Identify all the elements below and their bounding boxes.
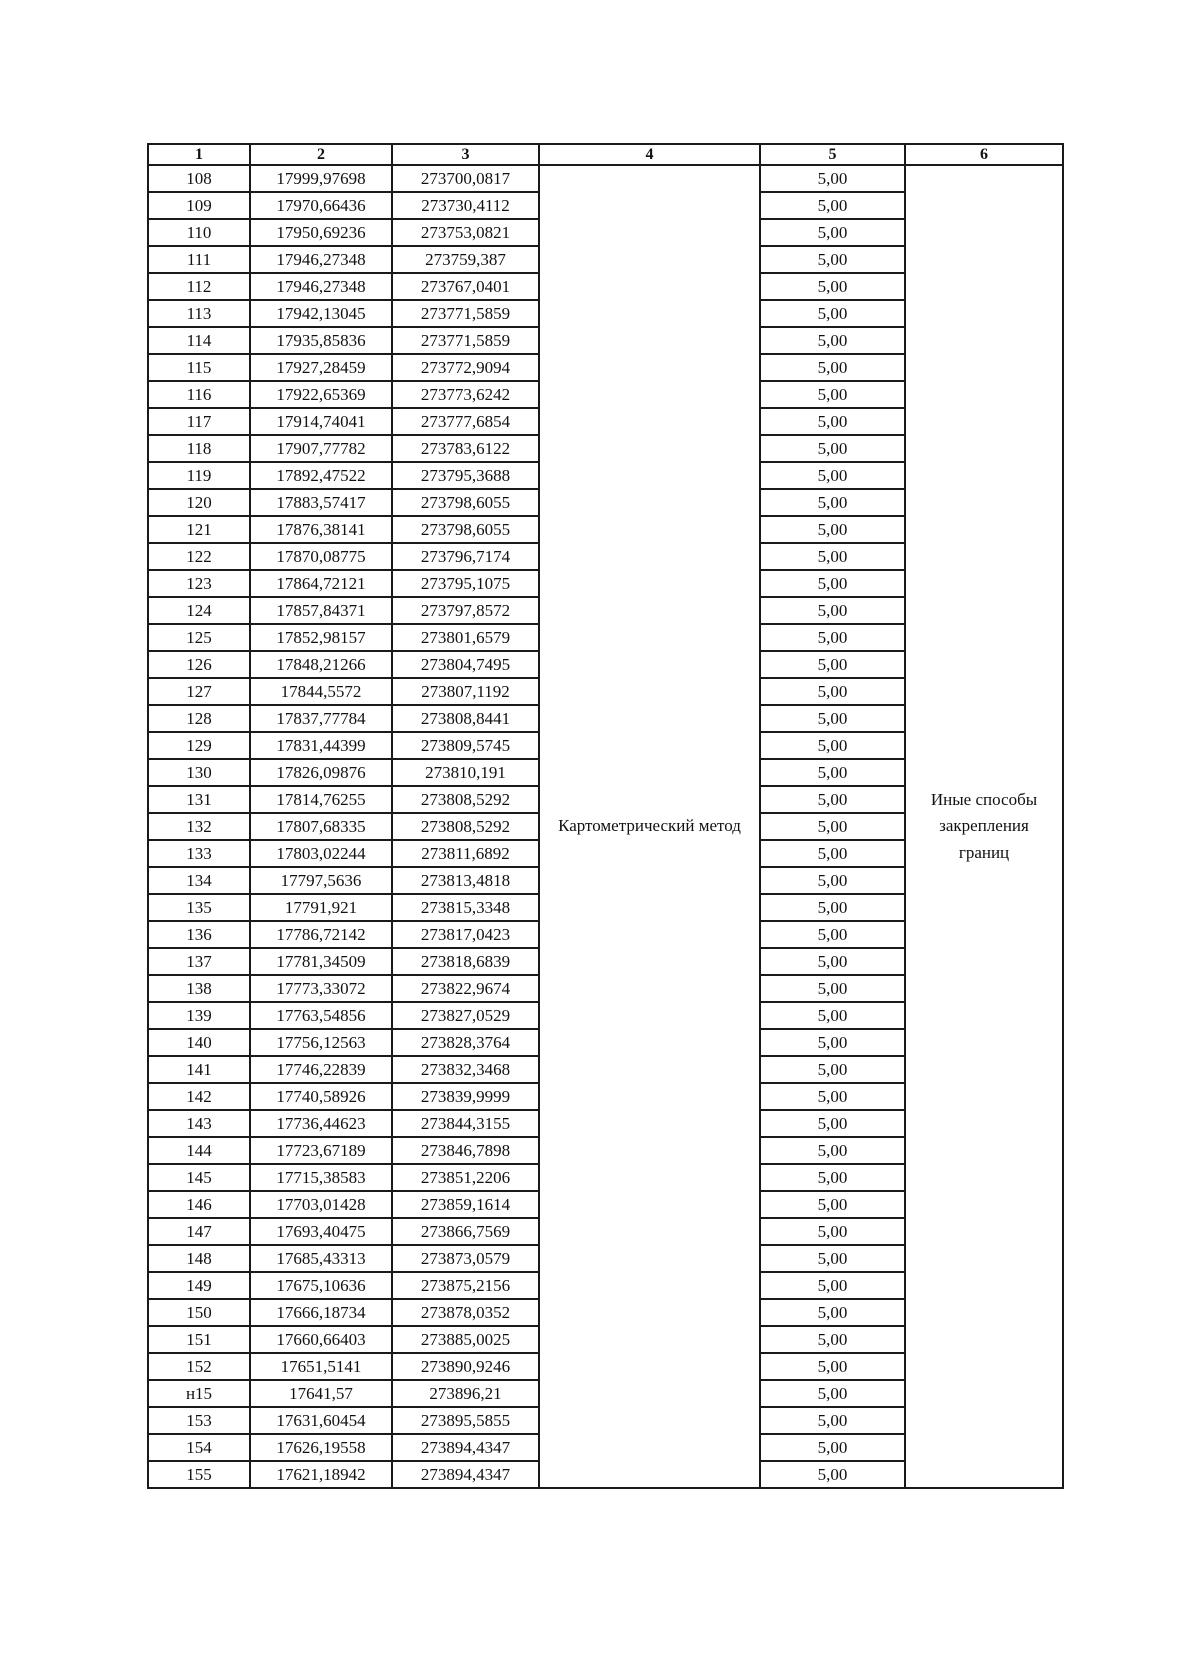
accuracy-cell: 5,00 [760, 894, 905, 921]
x-coordinate-cell: 17942,13045 [250, 300, 392, 327]
y-coordinate-cell: 273773,6242 [392, 381, 539, 408]
y-coordinate-cell: 273808,5292 [392, 813, 539, 840]
coordinates-table-sheet [147, 143, 1062, 1489]
point-number-cell: 152 [148, 1353, 250, 1380]
y-coordinate-cell: 273777,6854 [392, 408, 539, 435]
accuracy-cell: 5,00 [760, 1056, 905, 1083]
point-number-cell: 146 [148, 1191, 250, 1218]
header-row [148, 144, 1063, 165]
y-coordinate-cell: 273795,1075 [392, 570, 539, 597]
accuracy-cell: 5,00 [760, 354, 905, 381]
fixing-method-line: закрепления [939, 816, 1029, 836]
y-coordinate-cell: 273839,9999 [392, 1083, 539, 1110]
point-number-cell: 127 [148, 678, 250, 705]
accuracy-cell: 5,00 [760, 435, 905, 462]
x-coordinate-cell: 17876,38141 [250, 516, 392, 543]
x-coordinate-cell: 17756,12563 [250, 1029, 392, 1056]
y-coordinate-cell: 273798,6055 [392, 516, 539, 543]
y-coordinate-cell: 273811,6892 [392, 840, 539, 867]
method-cell: Картометрический метод [539, 165, 760, 1488]
accuracy-cell: 5,00 [760, 975, 905, 1002]
point-number-cell: 125 [148, 624, 250, 651]
y-coordinate-cell: 273851,2206 [392, 1164, 539, 1191]
y-coordinate-cell: 273896,21 [392, 1380, 539, 1407]
x-coordinate-cell: 17844,5572 [250, 678, 392, 705]
point-number-cell: 141 [148, 1056, 250, 1083]
x-coordinate-cell: 17864,72121 [250, 570, 392, 597]
x-coordinate-cell: 17814,76255 [250, 786, 392, 813]
y-coordinate-cell: 273795,3688 [392, 462, 539, 489]
accuracy-cell: 5,00 [760, 192, 905, 219]
accuracy-cell: 5,00 [760, 1272, 905, 1299]
y-coordinate-cell: 273846,7898 [392, 1137, 539, 1164]
point-number-cell: 126 [148, 651, 250, 678]
x-coordinate-cell: 17892,47522 [250, 462, 392, 489]
y-coordinate-cell: 273807,1192 [392, 678, 539, 705]
y-coordinate-cell: 273804,7495 [392, 651, 539, 678]
x-coordinate-cell: 17666,18734 [250, 1299, 392, 1326]
x-coordinate-cell: 17740,58926 [250, 1083, 392, 1110]
y-coordinate-cell: 273771,5859 [392, 300, 539, 327]
accuracy-cell: 5,00 [760, 543, 905, 570]
accuracy-cell: 5,00 [760, 1326, 905, 1353]
x-coordinate-cell: 17797,5636 [250, 867, 392, 894]
accuracy-cell: 5,00 [760, 462, 905, 489]
point-number-cell: 136 [148, 921, 250, 948]
x-coordinate-cell: 17837,77784 [250, 705, 392, 732]
x-coordinate-cell: 17857,84371 [250, 597, 392, 624]
y-coordinate-cell: 273832,3468 [392, 1056, 539, 1083]
point-number-cell: 128 [148, 705, 250, 732]
point-number-cell: 116 [148, 381, 250, 408]
fixing-method-line: Иные способы [930, 789, 1038, 809]
table-row [148, 165, 1063, 192]
y-coordinate-cell: 273894,4347 [392, 1461, 539, 1488]
point-number-cell: 110 [148, 219, 250, 246]
x-coordinate-cell: 17660,66403 [250, 1326, 392, 1353]
y-coordinate-cell: 273796,7174 [392, 543, 539, 570]
point-number-cell: 135 [148, 894, 250, 921]
point-number-cell: 129 [148, 732, 250, 759]
accuracy-cell: 5,00 [760, 1002, 905, 1029]
y-coordinate-cell: 273783,6122 [392, 435, 539, 462]
y-coordinate-cell: 273767,0401 [392, 273, 539, 300]
point-number-cell: 133 [148, 840, 250, 867]
y-coordinate-cell: 273700,0817 [392, 165, 539, 192]
y-coordinate-cell: 273885,0025 [392, 1326, 539, 1353]
x-coordinate-cell: 17685,43313 [250, 1245, 392, 1272]
point-number-cell: 114 [148, 327, 250, 354]
accuracy-cell: 5,00 [760, 813, 905, 840]
point-number-cell: 144 [148, 1137, 250, 1164]
point-number-cell: 145 [148, 1164, 250, 1191]
point-number-cell: 142 [148, 1083, 250, 1110]
x-coordinate-cell: 17970,66436 [250, 192, 392, 219]
header-col-1: 1 [148, 144, 250, 165]
accuracy-cell: 5,00 [760, 489, 905, 516]
y-coordinate-cell: 273730,4112 [392, 192, 539, 219]
point-number-cell: 123 [148, 570, 250, 597]
point-number-cell: 115 [148, 354, 250, 381]
accuracy-cell: 5,00 [760, 651, 905, 678]
point-number-cell: 111 [148, 246, 250, 273]
y-coordinate-cell: 273759,387 [392, 246, 539, 273]
accuracy-cell: 5,00 [760, 786, 905, 813]
accuracy-cell: 5,00 [760, 948, 905, 975]
point-number-cell: 148 [148, 1245, 250, 1272]
accuracy-cell: 5,00 [760, 165, 905, 192]
y-coordinate-cell: 273798,6055 [392, 489, 539, 516]
y-coordinate-cell: 273895,5855 [392, 1407, 539, 1434]
y-coordinate-cell: 273801,6579 [392, 624, 539, 651]
accuracy-cell: 5,00 [760, 921, 905, 948]
point-number-cell: 140 [148, 1029, 250, 1056]
point-number-cell: 121 [148, 516, 250, 543]
point-number-cell: 130 [148, 759, 250, 786]
y-coordinate-cell: 273810,191 [392, 759, 539, 786]
accuracy-cell: 5,00 [760, 1461, 905, 1488]
x-coordinate-cell: 17950,69236 [250, 219, 392, 246]
accuracy-cell: 5,00 [760, 1029, 905, 1056]
x-coordinate-cell: 17631,60454 [250, 1407, 392, 1434]
x-coordinate-cell: 17651,5141 [250, 1353, 392, 1380]
point-number-cell: 138 [148, 975, 250, 1002]
fixing-method-line: границ [958, 842, 1010, 862]
header-col-2: 2 [250, 144, 392, 165]
y-coordinate-cell: 273772,9094 [392, 354, 539, 381]
point-number-cell: 117 [148, 408, 250, 435]
y-coordinate-cell: 273809,5745 [392, 732, 539, 759]
point-number-cell: 124 [148, 597, 250, 624]
x-coordinate-cell: 17999,97698 [250, 165, 392, 192]
x-coordinate-cell: 17723,67189 [250, 1137, 392, 1164]
x-coordinate-cell: 17715,38583 [250, 1164, 392, 1191]
x-coordinate-cell: 17621,18942 [250, 1461, 392, 1488]
x-coordinate-cell: 17641,57 [250, 1380, 392, 1407]
point-number-cell: 143 [148, 1110, 250, 1137]
point-number-cell: 118 [148, 435, 250, 462]
header-col-6: 6 [905, 144, 1063, 165]
point-number-cell: 134 [148, 867, 250, 894]
y-coordinate-cell: 273797,8572 [392, 597, 539, 624]
point-number-cell: 154 [148, 1434, 250, 1461]
x-coordinate-cell: 17703,01428 [250, 1191, 392, 1218]
x-coordinate-cell: 17870,08775 [250, 543, 392, 570]
y-coordinate-cell: 273866,7569 [392, 1218, 539, 1245]
accuracy-cell: 5,00 [760, 300, 905, 327]
point-number-cell: 155 [148, 1461, 250, 1488]
accuracy-cell: 5,00 [760, 759, 905, 786]
y-coordinate-cell: 273873,0579 [392, 1245, 539, 1272]
accuracy-cell: 5,00 [760, 1110, 905, 1137]
accuracy-cell: 5,00 [760, 1434, 905, 1461]
accuracy-cell: 5,00 [760, 381, 905, 408]
accuracy-cell: 5,00 [760, 327, 905, 354]
fixing-method-cell [905, 165, 1063, 1488]
accuracy-cell: 5,00 [760, 1137, 905, 1164]
accuracy-cell: 5,00 [760, 1164, 905, 1191]
y-coordinate-cell: 273771,5859 [392, 327, 539, 354]
accuracy-cell: 5,00 [760, 597, 905, 624]
accuracy-cell: 5,00 [760, 246, 905, 273]
accuracy-cell: 5,00 [760, 1353, 905, 1380]
x-coordinate-cell: 17791,921 [250, 894, 392, 921]
point-number-cell: 149 [148, 1272, 250, 1299]
x-coordinate-cell: 17675,10636 [250, 1272, 392, 1299]
point-number-cell: 120 [148, 489, 250, 516]
accuracy-cell: 5,00 [760, 1245, 905, 1272]
x-coordinate-cell: 17786,72142 [250, 921, 392, 948]
accuracy-cell: 5,00 [760, 678, 905, 705]
y-coordinate-cell: 273827,0529 [392, 1002, 539, 1029]
point-number-cell: 122 [148, 543, 250, 570]
y-coordinate-cell: 273890,9246 [392, 1353, 539, 1380]
x-coordinate-cell: 17773,33072 [250, 975, 392, 1002]
accuracy-cell: 5,00 [760, 1083, 905, 1110]
accuracy-cell: 5,00 [760, 273, 905, 300]
point-number-cell: 153 [148, 1407, 250, 1434]
accuracy-cell: 5,00 [760, 570, 905, 597]
y-coordinate-cell: 273753,0821 [392, 219, 539, 246]
y-coordinate-cell: 273844,3155 [392, 1110, 539, 1137]
x-coordinate-cell: 17736,44623 [250, 1110, 392, 1137]
point-number-cell: 112 [148, 273, 250, 300]
point-number-cell: 108 [148, 165, 250, 192]
point-number-cell: 113 [148, 300, 250, 327]
point-number-cell: 109 [148, 192, 250, 219]
x-coordinate-cell: 17781,34509 [250, 948, 392, 975]
x-coordinate-cell: 17826,09876 [250, 759, 392, 786]
point-number-cell: 147 [148, 1218, 250, 1245]
accuracy-cell: 5,00 [760, 867, 905, 894]
y-coordinate-cell: 273878,0352 [392, 1299, 539, 1326]
x-coordinate-cell: 17914,74041 [250, 408, 392, 435]
y-coordinate-cell: 273818,6839 [392, 948, 539, 975]
x-coordinate-cell: 17922,65369 [250, 381, 392, 408]
x-coordinate-cell: 17807,68335 [250, 813, 392, 840]
accuracy-cell: 5,00 [760, 219, 905, 246]
y-coordinate-cell: 273822,9674 [392, 975, 539, 1002]
x-coordinate-cell: 17848,21266 [250, 651, 392, 678]
x-coordinate-cell: 17946,27348 [250, 246, 392, 273]
point-number-cell: 137 [148, 948, 250, 975]
accuracy-cell: 5,00 [760, 1191, 905, 1218]
x-coordinate-cell: 17883,57417 [250, 489, 392, 516]
table-body [148, 165, 1063, 1488]
y-coordinate-cell: 273894,4347 [392, 1434, 539, 1461]
point-number-cell: н15 [148, 1380, 250, 1407]
accuracy-cell: 5,00 [760, 1299, 905, 1326]
y-coordinate-cell: 273859,1614 [392, 1191, 539, 1218]
accuracy-cell: 5,00 [760, 1218, 905, 1245]
y-coordinate-cell: 273875,2156 [392, 1272, 539, 1299]
accuracy-cell: 5,00 [760, 705, 905, 732]
header-col-5: 5 [760, 144, 905, 165]
accuracy-cell: 5,00 [760, 732, 905, 759]
accuracy-cell: 5,00 [760, 408, 905, 435]
point-number-cell: 132 [148, 813, 250, 840]
x-coordinate-cell: 17746,22839 [250, 1056, 392, 1083]
x-coordinate-cell: 17626,19558 [250, 1434, 392, 1461]
point-number-cell: 139 [148, 1002, 250, 1029]
point-number-cell: 151 [148, 1326, 250, 1353]
y-coordinate-cell: 273815,3348 [392, 894, 539, 921]
x-coordinate-cell: 17935,85836 [250, 327, 392, 354]
accuracy-cell: 5,00 [760, 840, 905, 867]
x-coordinate-cell: 17907,77782 [250, 435, 392, 462]
accuracy-cell: 5,00 [760, 1380, 905, 1407]
y-coordinate-cell: 273813,4818 [392, 867, 539, 894]
y-coordinate-cell: 273828,3764 [392, 1029, 539, 1056]
x-coordinate-cell: 17693,40475 [250, 1218, 392, 1245]
header-col-3: 3 [392, 144, 539, 165]
point-number-cell: 119 [148, 462, 250, 489]
header-col-4: 4 [539, 144, 760, 165]
x-coordinate-cell: 17852,98157 [250, 624, 392, 651]
x-coordinate-cell: 17803,02244 [250, 840, 392, 867]
coordinates-table [147, 143, 1064, 1489]
accuracy-cell: 5,00 [760, 516, 905, 543]
point-number-cell: 131 [148, 786, 250, 813]
x-coordinate-cell: 17927,28459 [250, 354, 392, 381]
x-coordinate-cell: 17763,54856 [250, 1002, 392, 1029]
x-coordinate-cell: 17831,44399 [250, 732, 392, 759]
point-number-cell: 150 [148, 1299, 250, 1326]
y-coordinate-cell: 273808,5292 [392, 786, 539, 813]
x-coordinate-cell: 17946,27348 [250, 273, 392, 300]
y-coordinate-cell: 273808,8441 [392, 705, 539, 732]
accuracy-cell: 5,00 [760, 1407, 905, 1434]
y-coordinate-cell: 273817,0423 [392, 921, 539, 948]
accuracy-cell: 5,00 [760, 624, 905, 651]
